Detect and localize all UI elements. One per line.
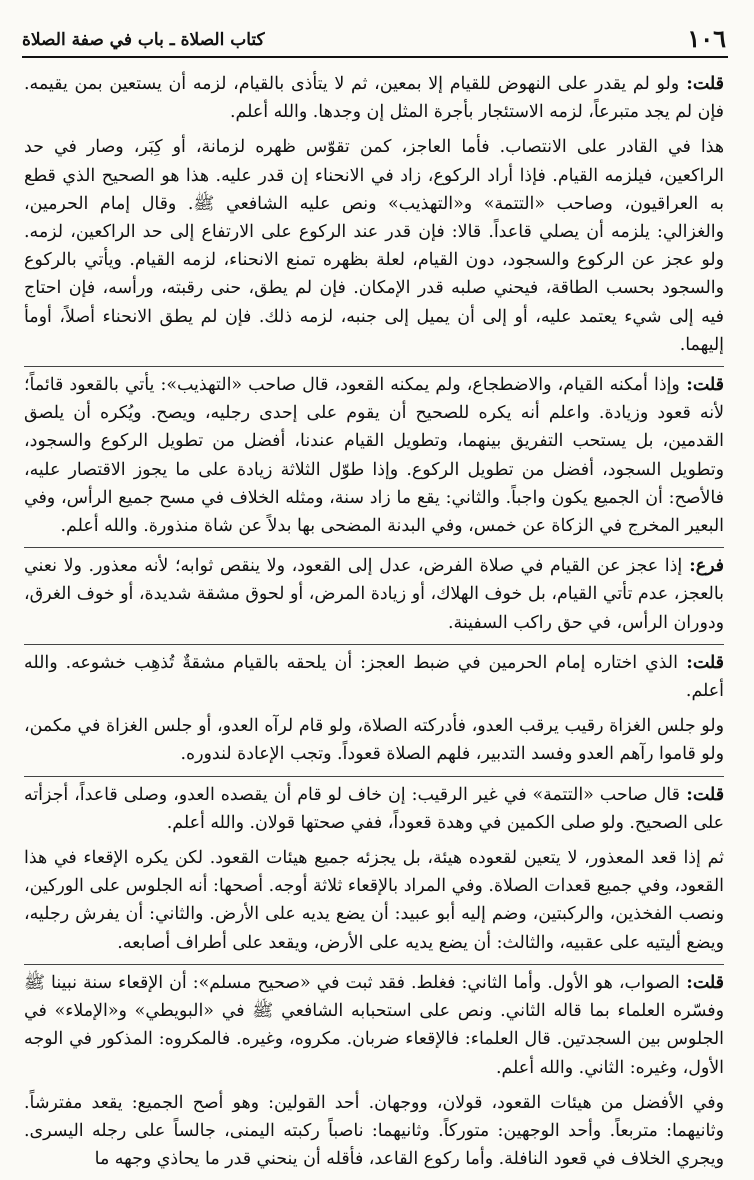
paragraph-lead: قلت: <box>679 375 724 396</box>
paragraph <box>24 366 724 540</box>
paragraph-text: وفي الأفضل من هيئات القعود، قولان، ووجهان. أحد القولين: وهو أصح الجميع: يقعد مفترشاً. وثانيهما: متربعاً. وأحد الوجهين: متوركاً. وثانيهما: ناصباً ركبته اليمنى، جالساً على رجله اليسرى. ويجري الخلاف في قعود النافلة. وأما ركوع القاعد، فأقله أن ينحني قدر ما يحاذي وجهه ما <box>24 1092 724 1170</box>
paragraph-text: ولو جلس الغزاة رقيب يرقب العدو، فأدركته الصلاة، ولو قام لرآه العدو، أو جلس الغزاة في مكمن، ولو قاموا رآهم العدو وفسد التدبير، فلهم الصلاة قعوداً. وتجب الإعادة لندوره. <box>24 716 724 765</box>
paragraph <box>24 776 724 837</box>
page-body <box>24 70 724 1180</box>
paragraph-text: هذا في القادر على الانتصاب. فأما العاجز، كمن تقوّس ظهره لزمانة، أو كِبَر، وصار في حد الراكعين، فيلزمه القيام. فإذا أراد الركوع، زاد في الانحناء إن قدر عليه. هذا هو الصحيح الذي قطع به العراقيون، وصاحب «التتمة» و«التهذيب» ونص عليه الشافعي ﷺ. وقال إمام الحرمين، والغزالي: يلزمه أن يصلي قاعداً. قالا: فإن قدر عند الركوع على الارتفاع إلى حد الراكعين، لزمه. ولو عجز عن الركوع والسجود، دون القيام، لعلة بظهره تمنع الانحناء، لزمه القيام. ويأتي بالركوع والسجود بحسب الطاقة، فيحني صلبه قدر الإمكان. فإن لم يطق، حنى رقبته، ورأسه، فإن احتاج فيه إلى شيء يعتمد عليه، أو إلى أن يميل إلى جنبه، لزمه ذلك. فإن لم يطق الانحناء أصلاً، أومأ إليهما. <box>24 137 724 355</box>
paragraph-text: إذا عجز عن القيام في صلاة الفرض، عدل إلى القعود، ولا ينقص ثوابه؛ لأنه معذور. ولا نعني بالعجز، عدم تأتي القيام، بل خوف الهلاك، أو زيادة المرض، أو لحوق مشقة شديدة، أو خوف الغرق، ودوران الرأس، في حق راكب السفينة. <box>24 556 724 633</box>
paragraph <box>24 844 724 957</box>
paragraph <box>24 547 724 637</box>
paragraph <box>24 1089 724 1174</box>
running-title: كتاب الصلاة ـ باب في صفة الصلاة <box>22 30 265 50</box>
page-header <box>22 22 728 58</box>
paragraph-lead: فرع: <box>682 556 724 577</box>
paragraph-text: الصواب، هو الأول. وأما الثاني: فغلط. فقد ثبت في «صحيح مسلم»: أن الإقعاء سنة نبينا ﷺ وفسّره العلماء بما قاله الثاني. ونص على استحبابه الشافعي ﷺ في «البويطي» و«الإملاء» في الجلوس بين السجدتين. قال العلماء: فالإقعاء ضربان. مكروه، وغيره. فالمكروه: المذكور في الوجه الأول، وغيره: الثاني. والله أعلم. <box>24 972 724 1078</box>
paragraph-lead: قلت: <box>679 972 724 993</box>
paragraph <box>24 712 724 768</box>
paragraph-text: ثم إذا قعد المعذور، لا يتعين لقعوده هيئة، بل يجزئه جميع هيئات القعود. لكن يكره الإقعاء في هذا القعود، وفي جميع قعدات الصلاة. وفي المراد بالإقعاء ثلاثة أوجه. أصحها: أنه الجلوس على الوركين، ونصب الفخذين، والركبتين، وضم إليه أبو عبيد: أن يضع يديه على الأرض. والثاني: أن يفرش رجليه، ويضع أليتيه على عقبيه، والثالث: أن يضع يديه على الأرض، ويقعد على أطراف أصابعه. <box>24 848 724 953</box>
paragraph <box>24 644 724 705</box>
paragraph-text: قال صاحب «التتمة» في غير الرقيب: إن خاف لو قام أن يقصده العدو، وصلى قاعداً، أجزأته على الصحيح. ولو صلى الكمين في وهدة قعوداً، ففي صحتها قولان. والله أعلم. <box>24 784 724 833</box>
paragraph-text: وإذا أمكنه القيام، والاضطجاع، ولم يمكنه القعود، قال صاحب «التهذيب»: يأتي بالقعود قائماً؛ لأنه قعود وزيادة. واعلم أنه يكره للصحيح أن يقوم على إحدى رجليه، ويصح. ويُكره أن يلصق القدمين، بل يستحب التفريق بينهما، وتطويل القيام عندنا، أفضل من تطويل الركوع والسجود، وتطويل السجود، أفضل من تطويل الركوع. وإذا طوّل الثلاثة زيادة على ما يجوز الاقتصار عليه، فالأصح: أن الجميع يكون واجباً. والثاني: يقع ما زاد سنة، ومثله الخلاف في مسح جميع الرأس، وفي البعير المخرج في الزكاة عن خمس، وفي البدنة المضحى بها بدلاً عن شاة منذورة. والله أعلم. <box>24 375 725 537</box>
paragraph-lead: قلت: <box>679 74 724 94</box>
paragraph <box>24 964 724 1082</box>
paragraph-lead: قلت: <box>677 652 724 673</box>
paragraph <box>24 133 724 359</box>
paragraph-text: ولو لم يقدر على النهوض للقيام إلا بمعين، ثم لا يتأذى بالقيام، لزمه أن يستعين بمن يقيمه. فإن لم يجد متبرعاً، لزمه الاستئجار بأجرة المثل إن وجدها. والله أعلم. <box>24 74 724 123</box>
paragraph-lead: قلت: <box>679 784 725 805</box>
page-number: ١٠٦ <box>687 24 726 53</box>
paragraph-text: الذي اختاره إمام الحرمين في ضبط العجز: أن يلحقه بالقيام مشقةٌ تُذهِب خشوعه. والله أعلم. <box>24 652 724 702</box>
paragraph <box>24 70 724 126</box>
